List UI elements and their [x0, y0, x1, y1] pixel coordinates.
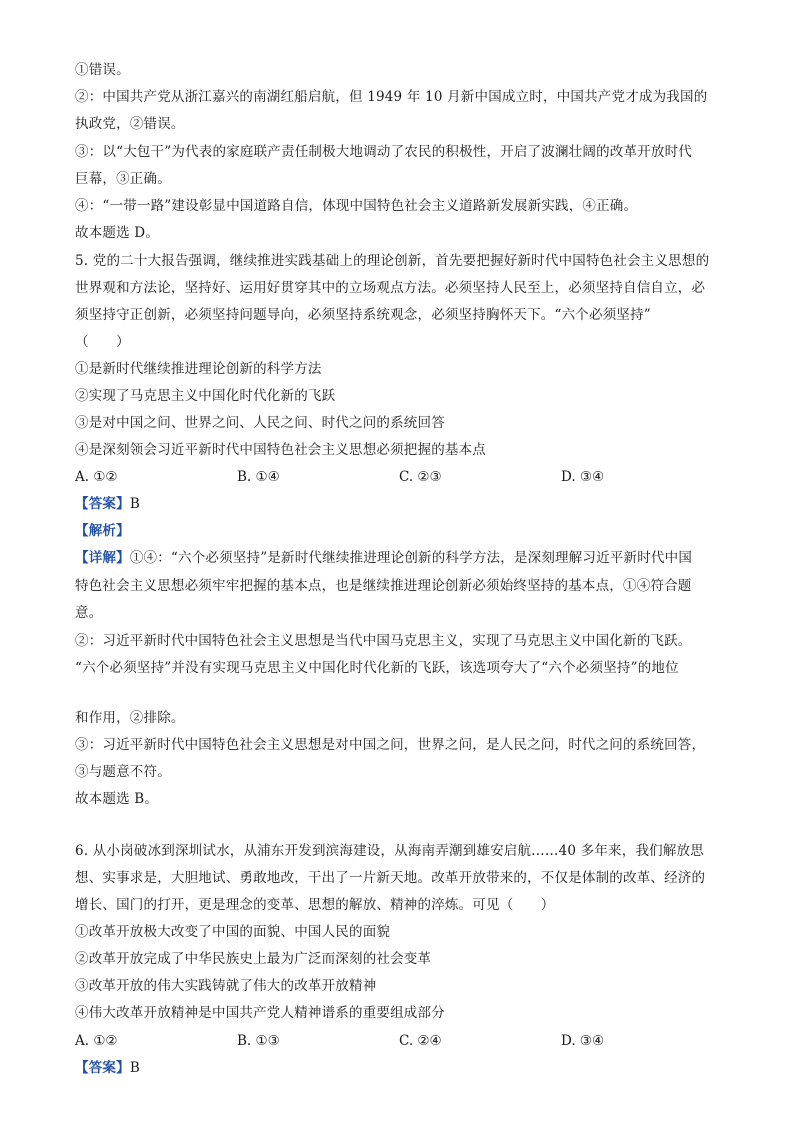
detail-tag: 【详解】: [75, 550, 130, 566]
q5-option-4: ④是深刻领会习近平新时代中国特色社会主义思想必须把握的基本点: [75, 442, 486, 458]
q5-choice-a: A. ①②: [75, 469, 118, 485]
q6-option-2: ②改革开放完成了中华民族史上最为广泛而深刻的社会变革: [75, 951, 432, 967]
q5-option-1: ①是新时代继续推进理论创新的科学方法: [75, 361, 322, 377]
q5-explanation-line-2: 特色社会主义思想必须牢牢把握的基本点，也是继续推进理论创新必须始终坚持的基本点，①④符合题: [75, 578, 692, 594]
q4-conclusion: 故本题选 D。: [75, 225, 160, 241]
q5-option-3: ③是对中国之问、世界之问、人民之问、时代之问的系统回答: [75, 415, 445, 431]
q5-analysis-tag: [75, 521, 130, 541]
q5-explanation-line-3: 意。: [75, 605, 103, 621]
q5-stem-line-3: 须坚持守正创新，必须坚持问题导向，必须坚持系统观念，必须坚持胸怀天下。“六个必须坚持”: [75, 307, 651, 323]
q6-choice-c: C. ②④: [399, 1033, 442, 1049]
q5-stem-line-2: 世界观和方法论，坚持好、运用好贯穿其中的立场观点方法。必须坚持人民至上，必须坚持自信自立，必: [75, 280, 706, 296]
q6-stem-line-1: 6. 从小岗破冰到深圳试水，从浦东开发到滨海建设，从海南弄潮到雄安启航……40 多年来，我们解放思: [75, 843, 704, 859]
q6-option-1: ①改革开放极大改变了中国的面貌、中国人民的面貌: [75, 924, 391, 940]
q6-option-4: ④伟大改革开放精神是中国共产党人精神谱系的重要组成部分: [75, 1005, 445, 1021]
explanation-text: ①④：“六个必须坚持”是新时代继续推进理论创新的科学方法，是深刻理解习近平新时代中国: [129, 550, 693, 566]
q5-explanation-line-6: 和作用，②排除。: [75, 710, 185, 726]
q6-stem-line-2: 想、实事求是，大胆地试、勇敢地改，干出了一片新天地。改革开放带来的，不仅是体制的改革、经济的: [75, 870, 706, 886]
q5-stem-blank: （ ）: [75, 334, 130, 350]
answer-tag: 【答案】: [75, 496, 130, 512]
q6-choice-b: B. ①③: [237, 1033, 280, 1049]
q5-choice-d: D. ③④: [561, 469, 605, 485]
answer-value: B: [129, 1060, 140, 1076]
q5-explanation-line-7: ③：习近平新时代中国特色社会主义思想是对中国之问，世界之问，是人民之问，时代之问的系统回答，: [75, 737, 706, 753]
q5-choice-b: B. ①④: [237, 469, 280, 485]
analysis-tag: 【解析】: [75, 523, 130, 539]
q4-line-6: ④：“一带一路”建设彰显中国道路自信，体现中国特色社会主义道路新发展新实践，④正确。: [75, 198, 638, 214]
q6-choice-a: A. ①②: [75, 1033, 118, 1049]
answer-tag: 【答案】: [75, 1060, 130, 1076]
answer-value: B: [129, 496, 140, 512]
q6-answer: [75, 1058, 140, 1078]
q5-option-2: ②实现了马克思主义中国化时代化新的飞跃: [75, 388, 336, 404]
q4-line-1: ①错误。: [75, 62, 130, 78]
q5-conclusion: 故本题选 B。: [75, 791, 159, 807]
q6-option-3: ③改革开放的伟大实践铸就了伟大的改革开放精神: [75, 978, 377, 994]
q4-line-4: ③：以“大包干”为代表的家庭联产责任制极大地调动了农民的积极性，开启了波澜壮阔的改革开放时代: [75, 144, 693, 160]
q6-choice-d: D. ③④: [561, 1033, 605, 1049]
q6-stem-line-3: 增长、国门的打开，更是理念的变革、思想的解放、精神的淬炼。可见（ ）: [75, 897, 555, 913]
q4-line-5: 巨幕，③正确。: [75, 171, 171, 187]
q4-line-3: 执政党，②错误。: [75, 116, 185, 132]
q5-stem-line-1: 5. 党的二十大报告强调，继续推进实践基础上的理论创新，首先要把握好新时代中国特色社会主义思想的: [75, 253, 710, 269]
q5-explanation-line-8: ③与题意不符。: [75, 764, 171, 780]
q5-explanation-line-5: “六个必须坚持”并没有实现马克思主义中国化时代化新的飞跃，该选项夸大了“六个必须坚持”的地位: [75, 660, 679, 676]
q4-line-2: ②：中国共产党从浙江嘉兴的南湖红船启航，但 1949 年 10 月新中国成立时，中国共产党才成为我国的: [75, 89, 708, 105]
q5-explanation-line-1: [75, 548, 692, 568]
q5-explanation-line-4: ②：习近平新时代中国特色社会主义思想是当代中国马克思主义，实现了马克思主义中国化新的飞跃。: [75, 633, 692, 649]
q5-answer: [75, 494, 140, 514]
q5-choice-c: C. ②③: [399, 469, 442, 485]
